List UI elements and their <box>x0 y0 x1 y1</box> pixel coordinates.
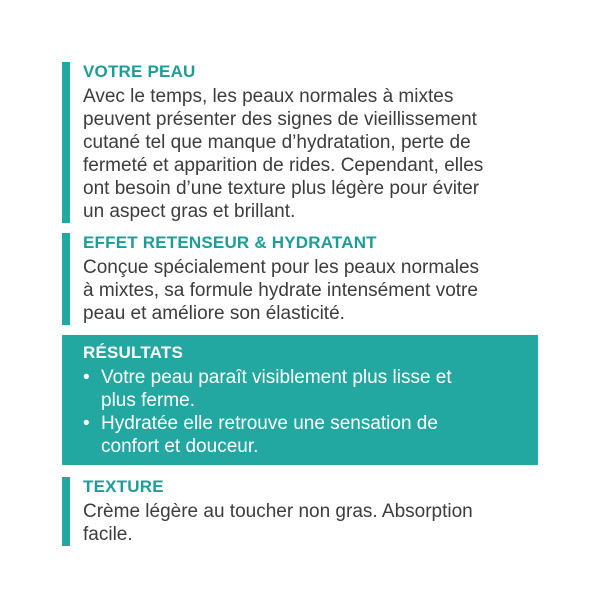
body-line: Avec le temps, les peaux normales à mixtes <box>83 86 454 107</box>
effet-retenseur-body <box>83 256 538 325</box>
bullet-item <box>83 366 524 412</box>
votre-peau-heading: VOTRE PEAU <box>83 62 196 81</box>
body-line: à mixtes, sa formule hydrate intensément votre <box>83 280 478 301</box>
body-line: fermeté et apparition de rides. Cependant, elles <box>83 155 484 176</box>
body-line: Crème légère au toucher non gras. Absorption <box>83 501 473 522</box>
body-line: Hydratée elle retrouve une sensation de <box>101 413 438 434</box>
body-line: peau et améliore son élasticité. <box>83 303 345 324</box>
panel-content <box>62 62 538 556</box>
body-line: cutané tel que manque d’hydratation, perte de <box>83 132 471 153</box>
body-line: facile. <box>83 524 133 545</box>
effet-retenseur-heading: EFFET RETENSEUR & HYDRATANT <box>83 233 377 252</box>
bullet-text <box>101 412 524 458</box>
resultats-heading: RÉSULTATS <box>83 343 184 362</box>
bullet-item <box>83 412 524 458</box>
body-line: peuvent présenter des signes de vieillissement <box>83 109 477 130</box>
bullet-dot: • <box>83 413 90 434</box>
votre-peau-body <box>83 85 538 223</box>
section-resultats <box>62 335 538 465</box>
texture-heading: TEXTURE <box>83 477 164 496</box>
body-line: Conçue spécialement pour les peaux normales <box>83 257 480 278</box>
section-effet-retenseur <box>62 233 538 325</box>
texture-body <box>83 500 538 546</box>
section-texture <box>62 477 538 546</box>
bullet-text <box>101 366 524 412</box>
body-line: Votre peau paraît visiblement plus lisse et <box>101 367 452 388</box>
body-line: confort et douceur. <box>101 436 259 457</box>
body-line: ont besoin d’une texture plus légère pour éviter <box>83 178 480 199</box>
bullet-dot: • <box>83 367 90 388</box>
body-line: un aspect gras et brillant. <box>83 201 296 222</box>
body-line: plus ferme. <box>101 390 195 411</box>
section-votre-peau <box>62 62 538 223</box>
